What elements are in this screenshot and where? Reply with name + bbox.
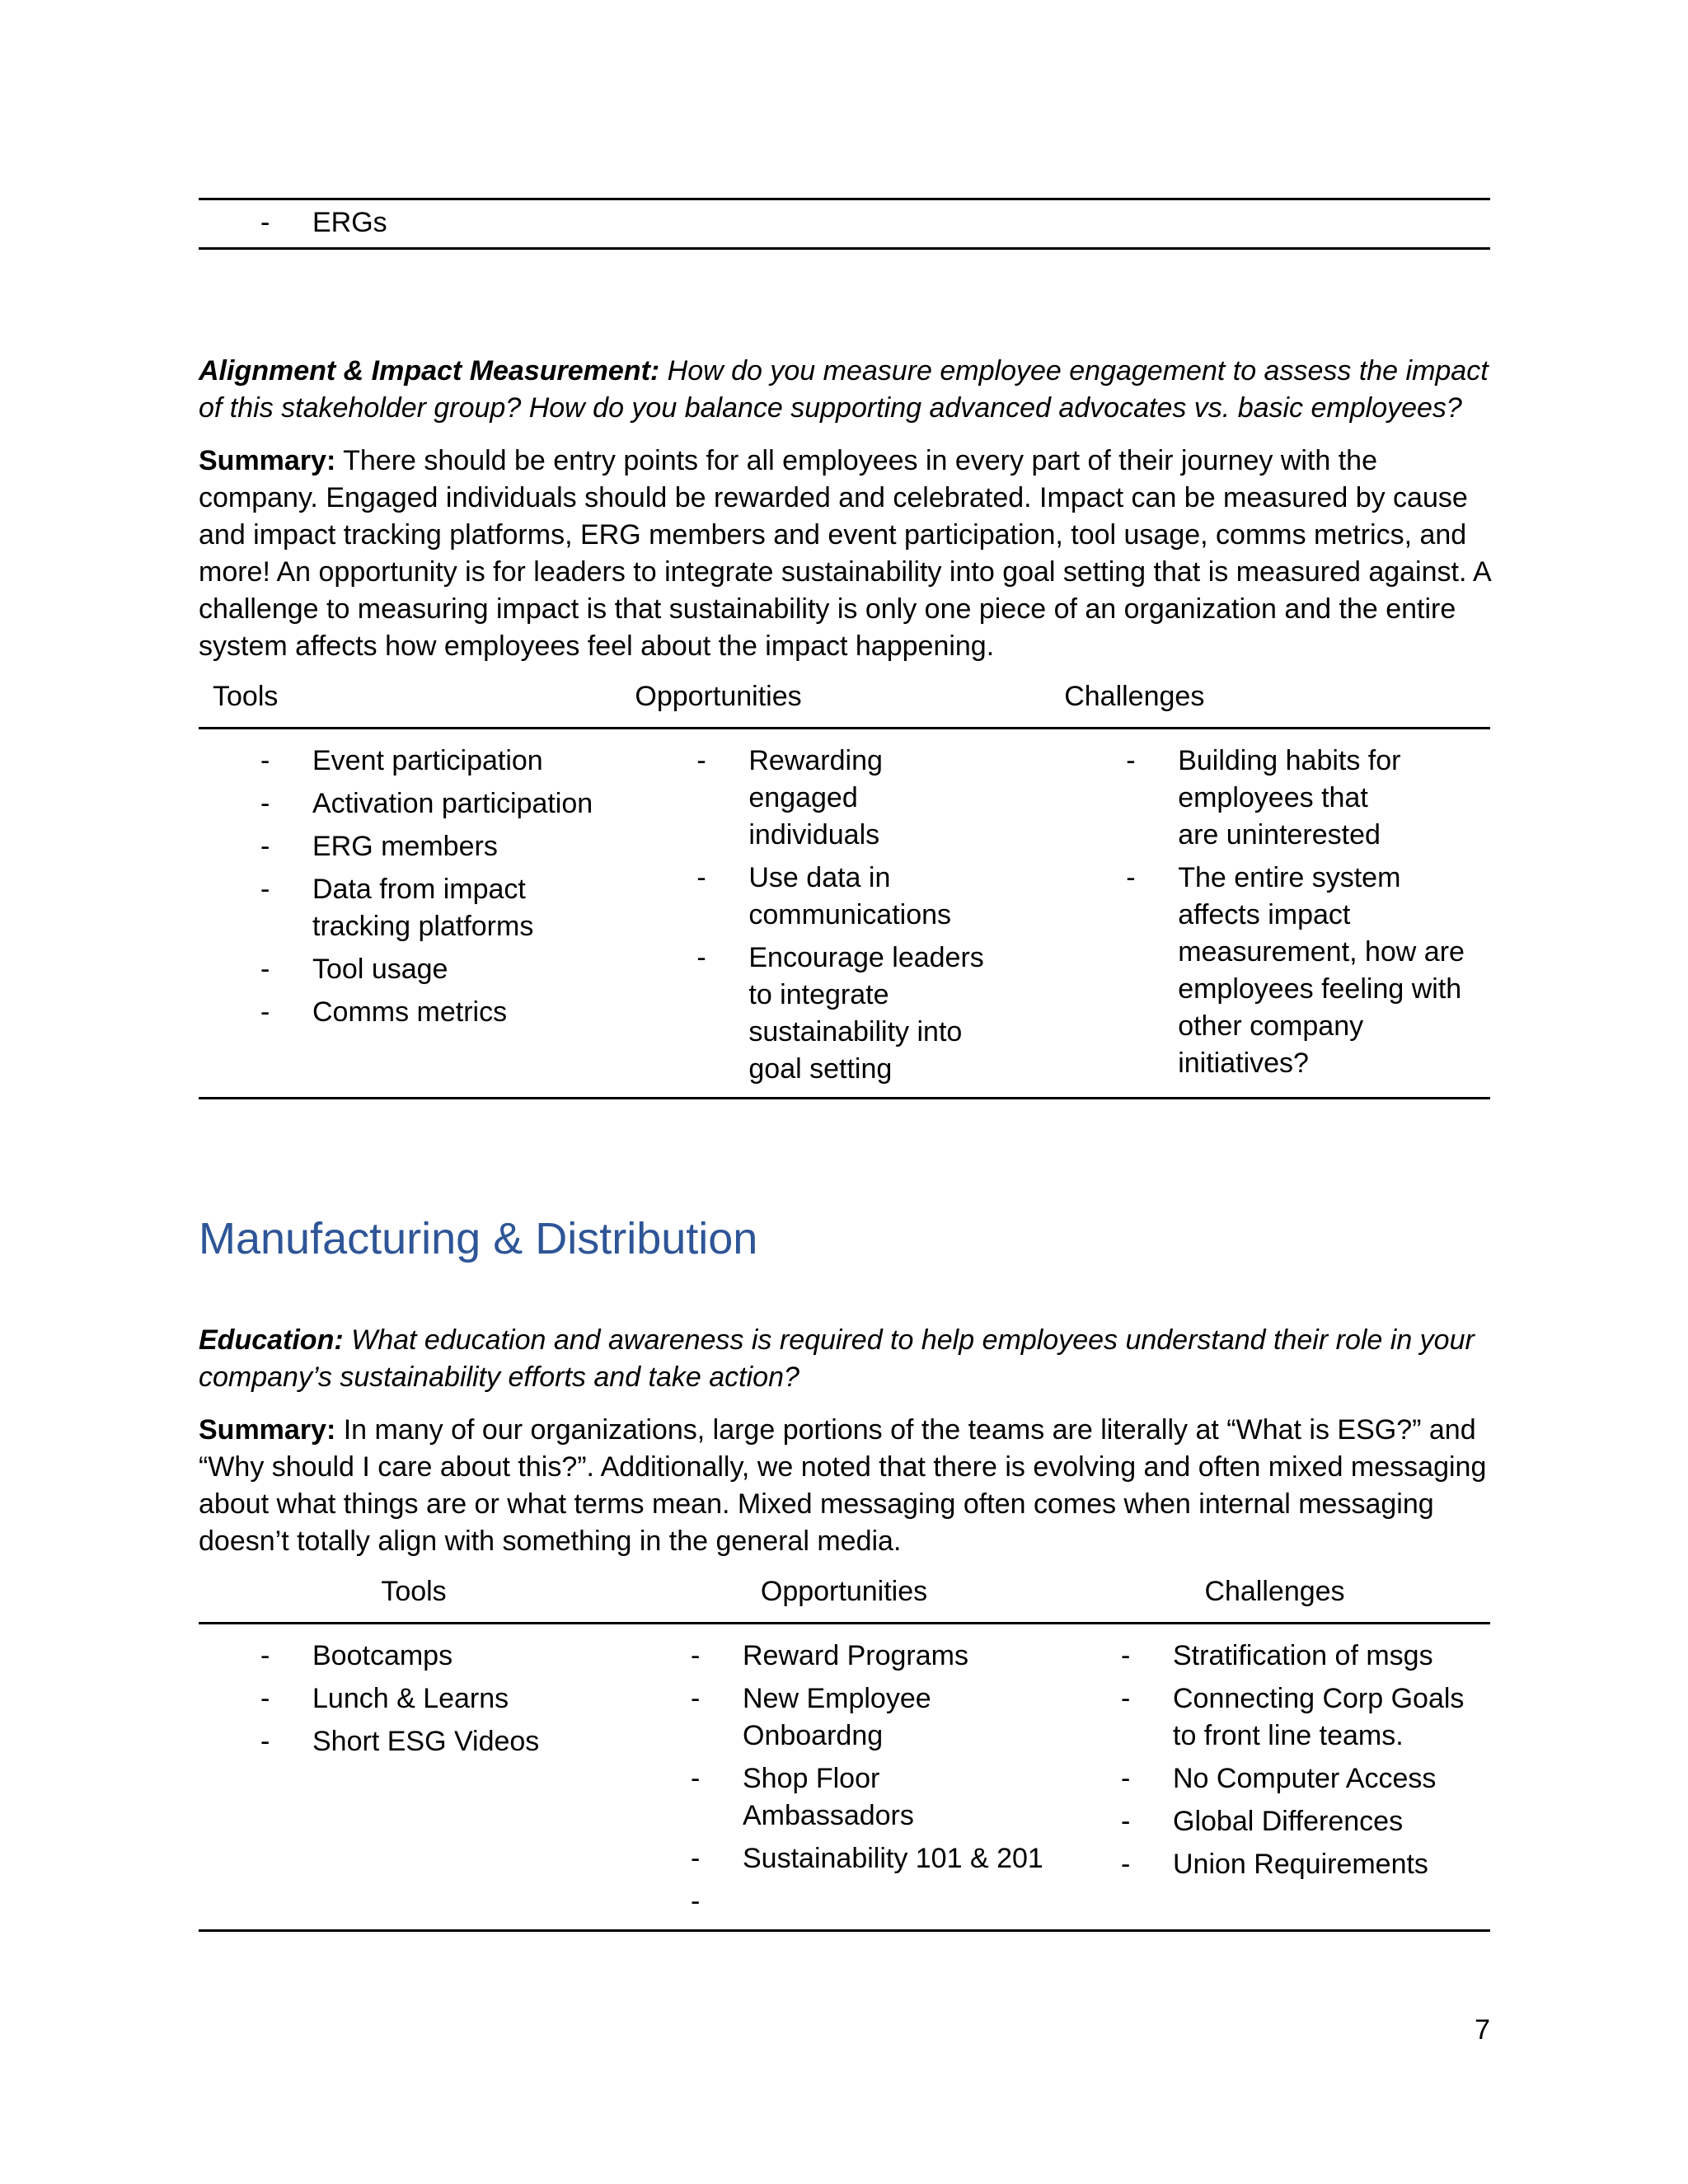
opportunities-list <box>635 743 1064 1088</box>
question-text: How do you measure employee engagement to assess the impact of this stakeholder group? How do you balance supporting advanced advocates vs. basic employees? <box>199 355 1489 424</box>
alignment-question <box>199 353 1490 427</box>
list-item: - Connecting Corp Goals to front line teams. <box>1121 1683 1465 1751</box>
section-heading-block <box>199 1212 1490 1265</box>
list-item: - Tool usage <box>260 954 448 985</box>
summary-label: Summary: <box>199 1414 336 1446</box>
list-item: - <box>691 1886 701 1917</box>
header-tools: Tools <box>199 1563 629 1624</box>
list-item: - Use data in communications <box>696 862 952 930</box>
alignment-block <box>199 353 1490 1099</box>
top-fragment-table <box>199 198 1490 250</box>
alignment-table <box>199 668 1490 1099</box>
summary-text: In many of our organizations, large portions of the teams are literally at “What is ESG?” and “Why should I care about this?”. Additionally, we noted that there is evolving and often mixed messaging about what things are or what terms mean. Mixed messaging often comes when internal messaging doesn’t totally align with something in the general media. <box>199 1414 1487 1557</box>
list-item: - Event participation <box>260 745 543 776</box>
tools-cell <box>199 1624 629 1931</box>
list-item: - Data from impact tracking platforms <box>260 874 534 942</box>
list-item: - Bootcamps <box>260 1640 453 1671</box>
education-question <box>199 1322 1490 1396</box>
opportunities-list <box>629 1638 1059 1920</box>
list-item: - Stratification of msgs <box>1121 1640 1433 1671</box>
summary-text: There should be entry points for all employees in every part of their journey with the company. Engaged individuals should be rewarded and celebrated. Impact can be measured by cause and impact tracking platforms, ERG members and event participation, tool usage, comms metrics, and more! An opportunity is for leaders to integrate sustainability into goal setting that is measured against. A challenge to measuring impact is that sustainability is only one piece of an organization and the entire system affects how employees feel about the impact happening. <box>199 445 1490 662</box>
question-label: Alignment & Impact Measurement: <box>199 355 660 387</box>
list-item: - Short ESG Videos <box>260 1726 540 1757</box>
alignment-summary <box>199 443 1490 665</box>
list-item: - ERG members <box>260 831 498 862</box>
header-challenges: Challenges <box>1059 1563 1490 1624</box>
list-item: - ERGs <box>199 204 1490 241</box>
header-challenges: Challenges <box>1064 668 1490 729</box>
list-item: - New Employee Onboardng <box>691 1683 931 1751</box>
header-opportunities: Opportunities <box>635 668 1064 729</box>
list-item: - Global Differences <box>1121 1806 1404 1837</box>
education-summary <box>199 1412 1490 1560</box>
page-number: 7 <box>1475 2014 1490 2046</box>
tools-cell <box>199 729 635 1099</box>
challenges-cell <box>1064 729 1490 1099</box>
list-item: - Union Requirements <box>1121 1849 1428 1880</box>
top-fragment-list <box>199 200 1490 241</box>
list-item: - Lunch & Learns <box>260 1683 509 1714</box>
list-item: - Building habits for employees that are uninterested <box>1126 745 1401 851</box>
list-item: - Comms metrics <box>260 996 508 1028</box>
opportunities-cell <box>629 1624 1059 1931</box>
dash-bullet: - <box>260 207 270 238</box>
challenges-list <box>1064 743 1490 1082</box>
header-opportunities: Opportunities <box>629 1563 1059 1624</box>
section-title: Manufacturing & Distribution <box>199 1214 758 1263</box>
tools-list <box>199 743 635 1031</box>
challenges-list <box>1059 1638 1490 1883</box>
question-text: What education and awareness is required to help employees understand their role in your company’s sustainability efforts and take action? <box>199 1324 1475 1393</box>
opportunities-cell <box>635 729 1064 1099</box>
list-item: - Rewarding engaged individuals <box>696 745 883 851</box>
challenges-cell <box>1059 1624 1490 1931</box>
list-item: - Reward Programs <box>691 1640 968 1671</box>
list-item: - No Computer Access <box>1121 1763 1437 1794</box>
list-item: - Encourage leaders to integrate sustainability into goal setting <box>696 942 984 1085</box>
list-item: - The entire system affects impact measurement, how are employees feeling with other company initiatives? <box>1126 862 1465 1079</box>
table-bottom-rule <box>199 247 1490 250</box>
summary-label: Summary: <box>199 445 336 476</box>
education-table <box>199 1563 1490 1932</box>
list-item: - Activation participation <box>260 788 593 819</box>
list-item: - Sustainability 101 & 201 <box>691 1843 1043 1874</box>
education-block <box>199 1322 1490 1932</box>
tools-list <box>199 1638 629 1760</box>
list-item: - Shop Floor Ambassadors <box>691 1763 914 1831</box>
question-label: Education: <box>199 1324 344 1356</box>
header-tools: Tools <box>199 668 635 729</box>
